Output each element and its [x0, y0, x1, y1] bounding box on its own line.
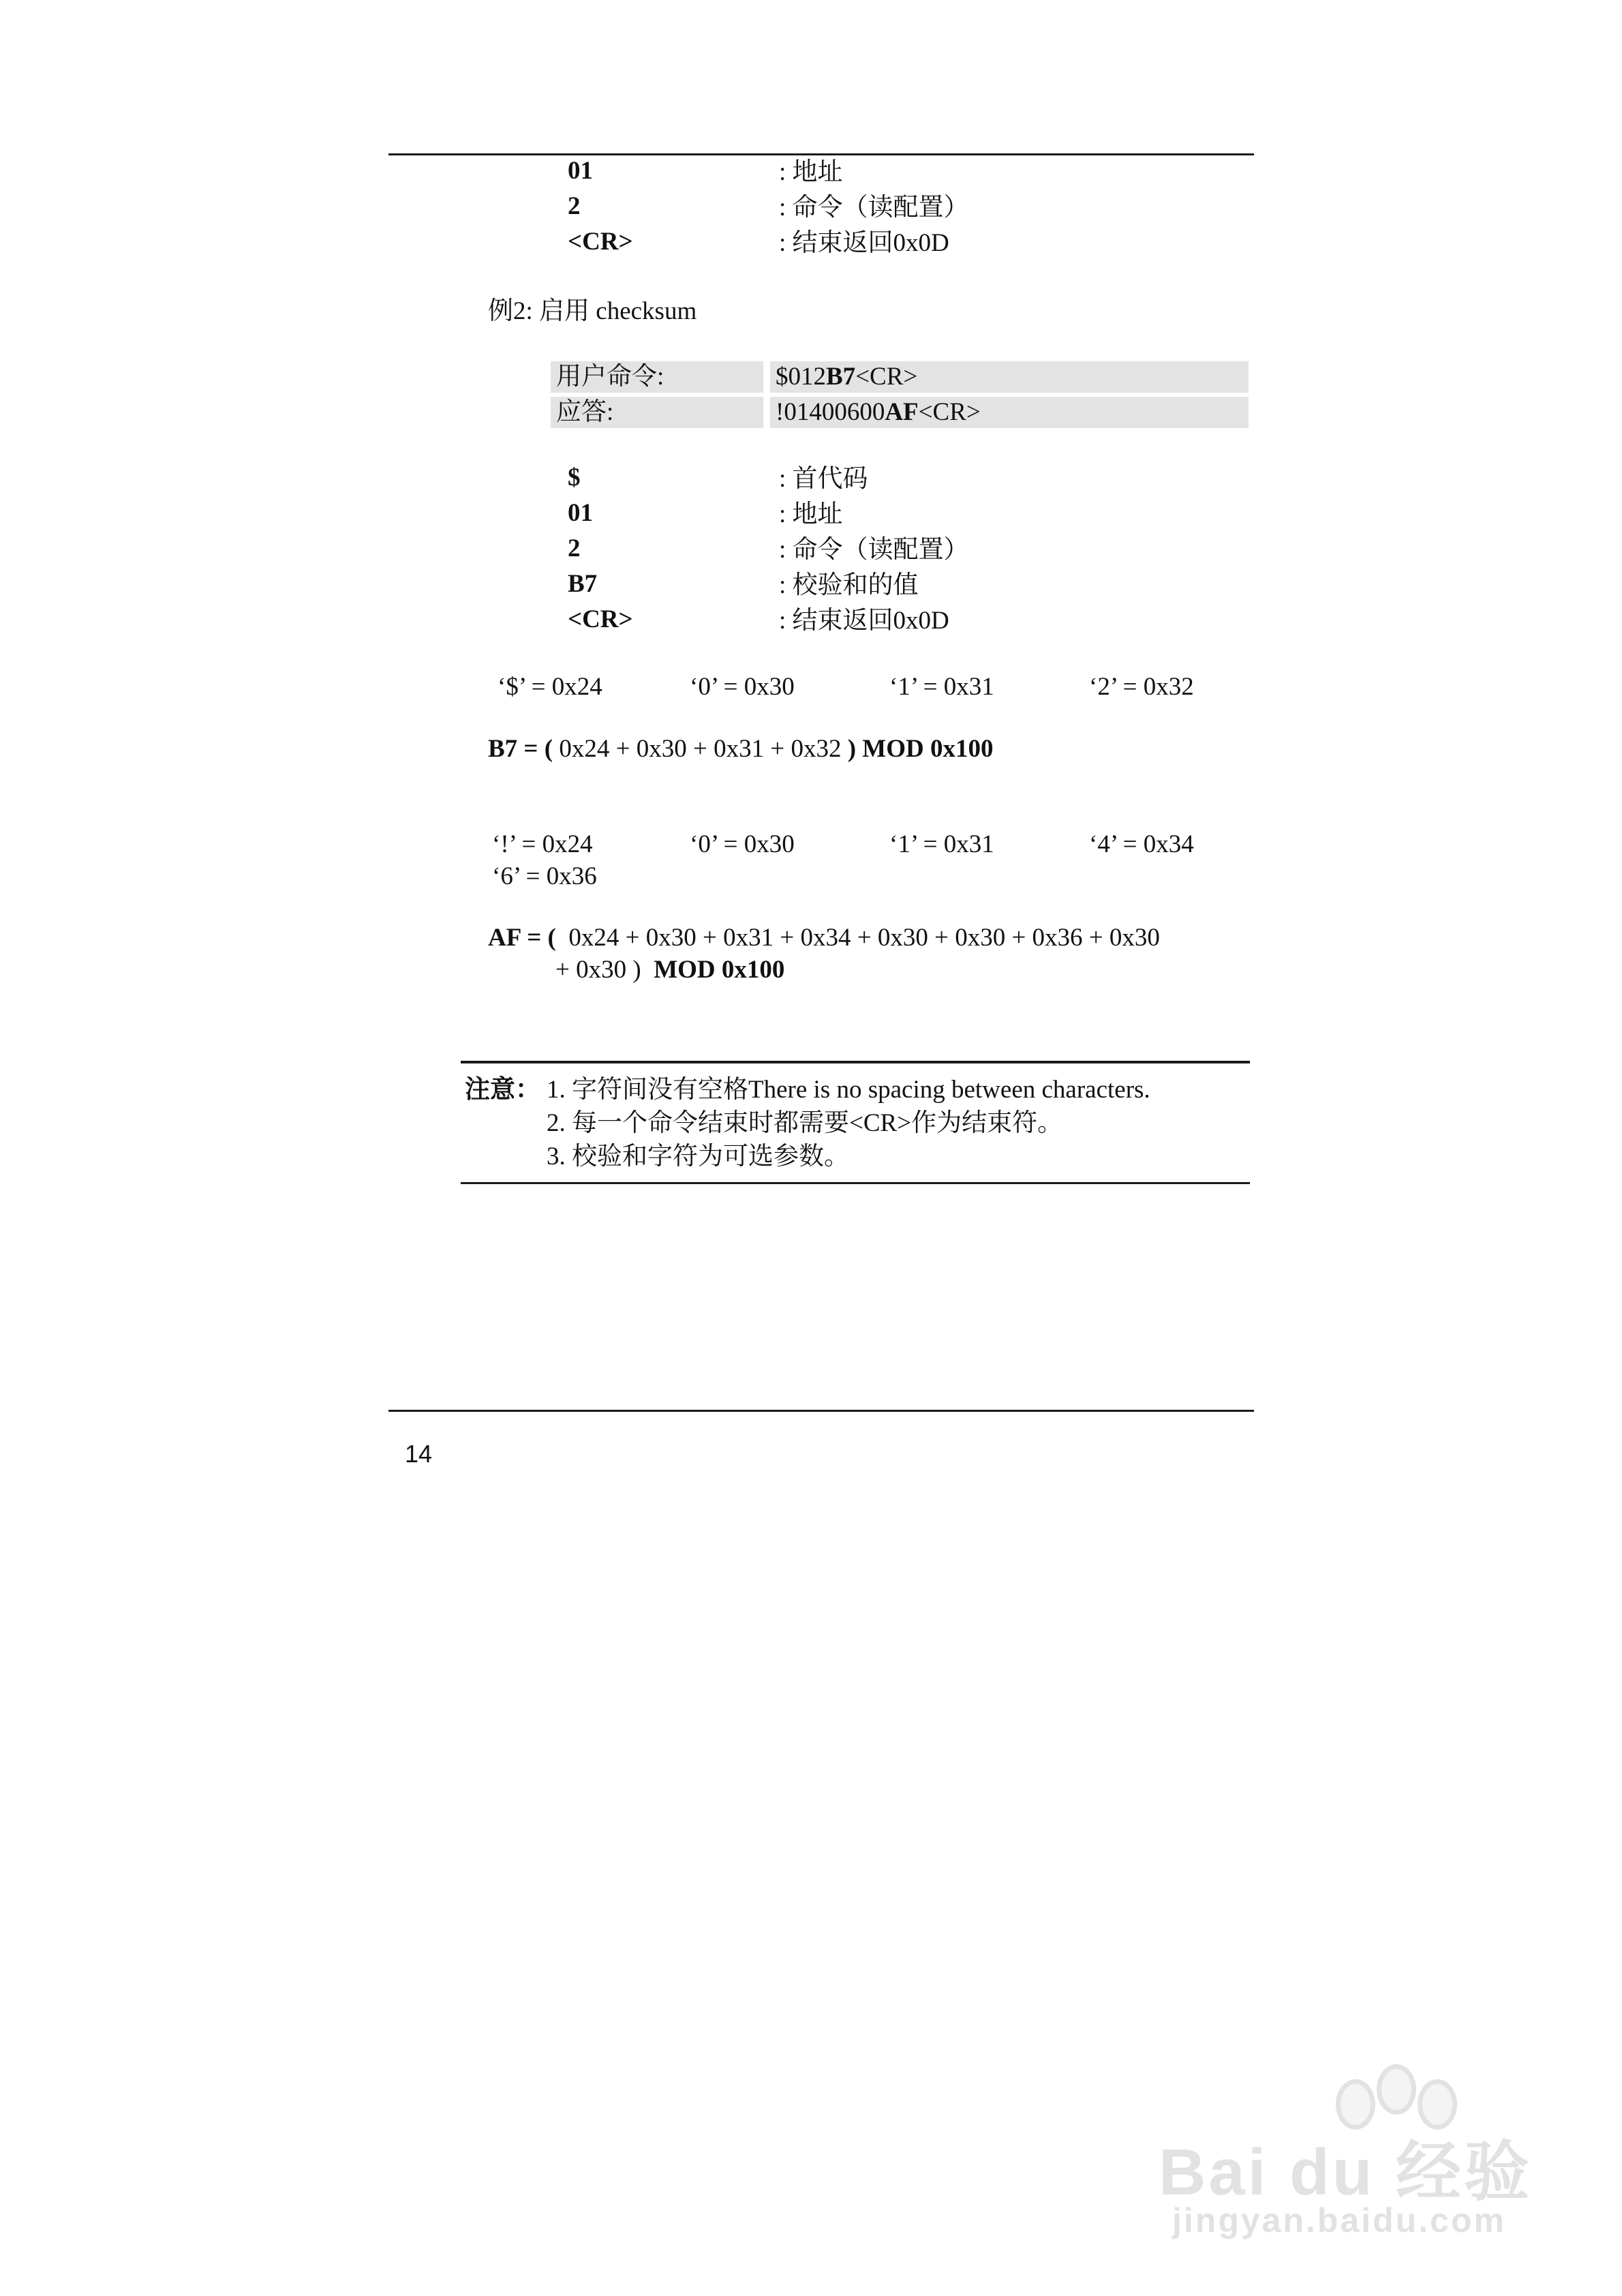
note-item: 2. 每一个命令结束时都需要<CR>作为结束符。 [547, 1109, 1063, 1137]
b7-formula-rhs: ) MOD 0x100 [847, 735, 994, 763]
note-bottom-rule [461, 1182, 1250, 1184]
note-item: 3. 校验和字符为可选参数。 [547, 1143, 849, 1170]
example2-heading: 例2: 启用 checksum [488, 297, 697, 325]
user-command-suffix: <CR> [855, 363, 918, 391]
user-command-prefix: $012 [776, 363, 826, 391]
af-formula-line1 [488, 924, 1160, 953]
af-formula-terms: 0x24 + 0x30 + 0x31 + 0x34 + 0x30 + 0x30 + 0x36 + 0x30 [555, 924, 1160, 952]
top-rule [388, 153, 1254, 155]
footer-rule [388, 1410, 1254, 1412]
af-formula-terms-cont: + 0x30 ) [555, 956, 654, 984]
user-command-checksum: B7 [826, 363, 856, 391]
watermark-url: jingyan.baidu.com [1172, 2201, 1506, 2239]
watermark-brand [1159, 2120, 1532, 2214]
user-command-label: 用户命令: [551, 361, 763, 393]
baidu-jingyan-watermark [1152, 2052, 1547, 2256]
page-number: 14 [405, 1440, 433, 1468]
reply-label: 应答: [551, 397, 763, 428]
hex-value: ‘0’ = 0x30 [690, 830, 795, 858]
desc-cr-2: : 结束返回0x0D [779, 607, 949, 635]
reply-value [770, 397, 1249, 428]
term-address-2: 01 [568, 499, 593, 527]
hex-value: ‘0’ = 0x30 [690, 673, 795, 701]
hex-value: ‘6’ = 0x36 [492, 862, 597, 890]
hex-value: ‘2’ = 0x32 [1089, 673, 1194, 701]
paw-icon [1377, 2064, 1416, 2115]
note-top-rule [461, 1061, 1250, 1063]
desc-address-2: : 地址 [779, 500, 843, 528]
desc-address: : 地址 [779, 158, 843, 186]
af-formula-line2 [555, 956, 784, 985]
term-command-2: 2 [568, 534, 581, 562]
user-command-value [770, 361, 1249, 393]
watermark-brand-cn: 经验 [1396, 2136, 1533, 2209]
hex-value: ‘1’ = 0x31 [889, 830, 994, 858]
desc-cr: : 结束返回0x0D [779, 229, 949, 257]
term-dollar: $ [568, 464, 581, 492]
reply-prefix: !01400600 [776, 398, 885, 426]
hex-value: ‘1’ = 0x31 [889, 673, 994, 701]
b7-formula [488, 735, 993, 764]
term-address: 01 [568, 157, 593, 185]
term-cr: <CR> [568, 228, 633, 256]
b7-formula-terms: 0x24 + 0x30 + 0x31 + 0x32 [553, 735, 848, 763]
hex-value: ‘$’ = 0x24 [498, 673, 602, 701]
hex-value: ‘4’ = 0x34 [1089, 830, 1194, 858]
af-formula-lhs: AF = ( [488, 924, 556, 952]
term-command: 2 [568, 192, 581, 220]
desc-command: : 命令（读配置） [779, 194, 969, 222]
desc-command-2: : 命令（读配置） [779, 536, 969, 564]
b7-formula-lhs: B7 = ( [488, 735, 553, 763]
note-label: 注意： [465, 1076, 540, 1104]
note-item: 1. 字符间没有空格There is no spacing between characters. [547, 1076, 1150, 1104]
af-formula-tail: MOD 0x100 [654, 956, 785, 984]
desc-checksum: : 校验和的值 [779, 571, 919, 599]
reply-checksum: AF [885, 398, 919, 426]
reply-suffix: <CR> [918, 398, 981, 426]
watermark-brand-latin: Bai du [1159, 2136, 1375, 2209]
term-cr-2: <CR> [568, 605, 633, 633]
desc-dollar: : 首代码 [779, 465, 868, 493]
hex-value: ‘!’ = 0x24 [492, 830, 593, 858]
term-checksum: B7 [568, 570, 598, 598]
